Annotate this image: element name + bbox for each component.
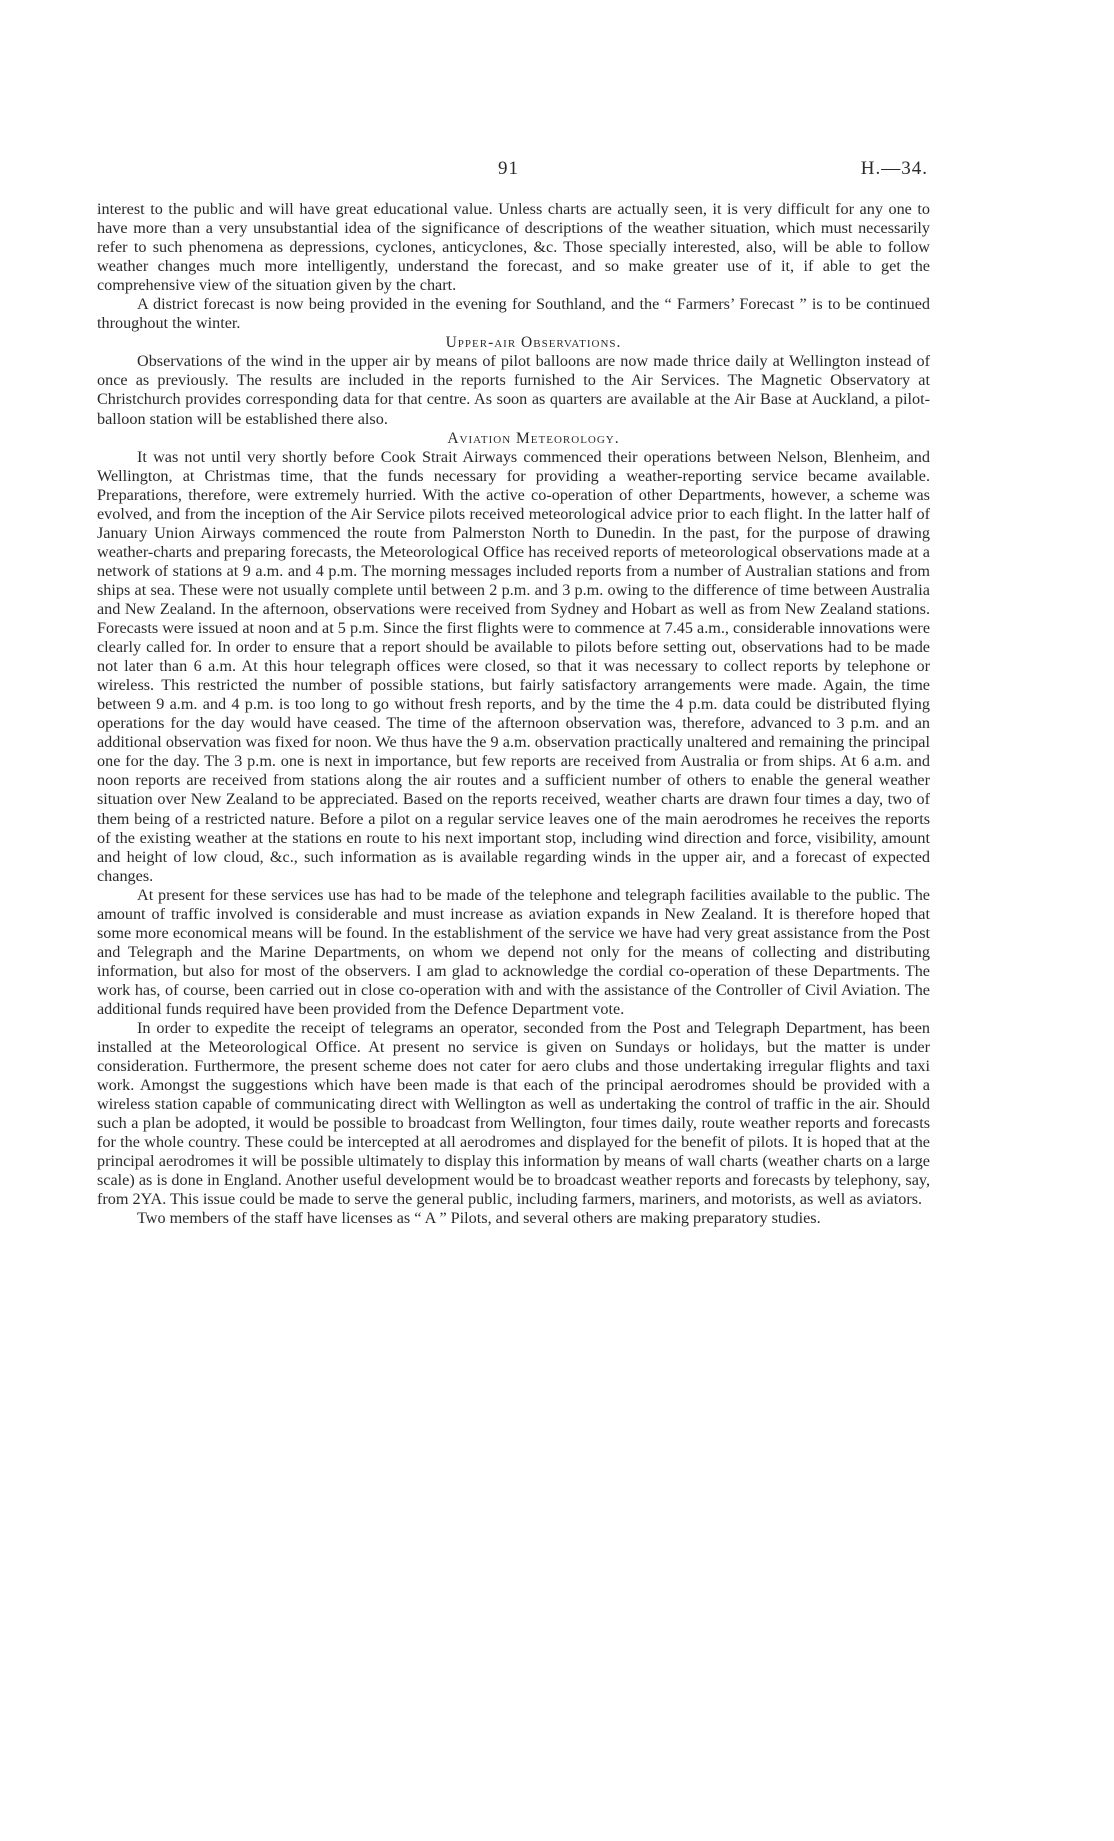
section-heading-upper-air: Upper-air Observations.: [445, 334, 622, 352]
paragraph-district-forecast: A district forecast is now being provided in the evening for Southland, and the “ Farmers’ Forecast ” is to be continued throughout the winter.: [97, 295, 930, 333]
paragraph-telegrams: In order to expedite the receipt of telegrams an operator, seconded from the Post and Telegraph Department, has been installed at the Meteorological Office. At present no service is given on Sundays or holidays, but the matter is under consideration. Furthermore, the present scheme does not cater for aero clubs and those undertaking irregular flights and taxi work. Amongst the suggestions which have been made is that each of the principal aerodromes should be provided with a wireless station capable of communicating direct with Wellington as well as undertaking the control of traffic in the air. Should such a plan be adopted, it would be possible to broadcast from Wellington, four times daily, route weather reports and forecasts for the whole country. These could be intercepted at all aerodromes and displayed for the benefit of pilots. It is hoped that at the principal aerodromes it will be possible ultimately to display this information by means of wall charts (weather charts on a large scale) as is done in England. Another useful development would be to broadcast weather reports and forecasts by telephony, say, from 2YA. This issue could be made to serve the general public, including farmers, mariners, and motorists, as well as aviators.: [97, 1019, 930, 1209]
paragraph-continued: interest to the public and will have great educational value. Unless charts are actually seen, it is very difficult for any one to have more than a very unsubstantial idea of the significance of descriptions of the weather situation, which must necessarily refer to such phenomena as depressions, cyclones, anticyclones, &c. Those specially interested, also, will be able to follow weather changes much more intelligently, understand the forecast, and so make greater use of it, if able to get the comprehensive view of the situation given by the chart.: [97, 200, 930, 295]
paragraph-staff-pilots: Two members of the staff have licenses as “ A ” Pilots, and several others are making preparatory studies.: [137, 1209, 821, 1228]
page-number: 91: [498, 158, 519, 179]
document-body: [97, 200, 930, 1229]
document-reference: H.—34.: [860, 158, 928, 179]
paragraph-facilities: At present for these services use has had to be made of the telephone and telegraph facilities available to the public. The amount of traffic involved is considerable and must increase as aviation expands in New Zealand. It is therefore hoped that some more economical means will be found. In the establishment of the service we have had very great assistance from the Post and Telegraph and the Marine Departments, on whom we depend not only for the means of collecting and distributing information, but also for most of the observers. I am glad to acknowledge the cordial co-operation of these Departments. The work has, of course, been carried out in close co-operation with and with the assistance of the Controller of Civil Aviation. The additional funds required have been provided from the Defence Department vote.: [97, 885, 930, 1018]
paragraph-aviation-service: It was not until very shortly before Cook Strait Airways commenced their operations between Nelson, Blenheim, and Wellington, at Christmas time, that the funds necessary for providing a weather-reporting service became available. Preparations, therefore, were extremely hurried. With the active co-operation of other Departments, however, a scheme was evolved, and from the inception of the Air Service pilots received meteorological advice prior to each flight. In the latter half of January Union Airways commenced the route from Palmerston North to Dunedin. In the past, for the purpose of drawing weather-charts and preparing forecasts, the Meteorological Office has received reports of meteorological observations made at a network of stations at 9 a.m. and 4 p.m. The morning messages included reports from a number of Australian stations and from ships at sea. These were not usually complete until between 2 p.m. and 3 p.m. owing to the difference of time between Australia and New Zealand. In the afternoon, observations were received from Sydney and Hobart as well as from New Zealand stations. Forecasts were issued at noon and at 5 p.m. Since the first flights were to commence at 7.45 a.m., considerable innovations were clearly called for. In order to ensure that a report should be available to pilots before setting out, observations had to be made not later than 6 a.m. At this hour telegraph offices were closed, so that it was necessary to collect reports by telephone or wireless. This restricted the number of possible stations, but fairly satisfactory arrangements were made. Again, the time between 9 a.m. and 4 p.m. is too long to go without fresh reports, and by the time the 4 p.m. data could be distributed flying operations for the day would have ceased. The time of the afternoon observation was, therefore, advanced to 3 p.m. and an additional observation was fixed for noon. We thus have the 9 a.m. observation practically unaltered and remaining the principal one for the day. The 3 p.m. one is next in importance, but few reports are received from Australia or from ships. At 6 a.m. and noon reports are received from stations along the air routes and a sufficient number of others to enable the general weather situation over New Zealand to be appreciated. Based on the reports received, weather charts are drawn four times a day, two of them being of a restricted nature. Before a pilot on a regular service leaves one of the main aerodromes he receives the reports of the existing weather at the stations en route to his next important stop, including wind direction and force, visibility, amount and height of low cloud, &c., such information as is available regarding winds in the upper air, and a forecast of expected changes.: [97, 447, 930, 885]
page-header: [0, 158, 1114, 188]
section-heading-aviation: Aviation Meteorology.: [447, 429, 620, 447]
paragraph-upper-air: Observations of the wind in the upper air by means of pilot balloons are now made thrice daily at Wellington instead of once as previously. The results are included in the reports furnished to the Air Services. The Magnetic Observatory at Christchurch provides corresponding data for that centre. As soon as quarters are available at the Air Base at Auckland, a pilot-balloon station will be established there also.: [97, 352, 930, 428]
